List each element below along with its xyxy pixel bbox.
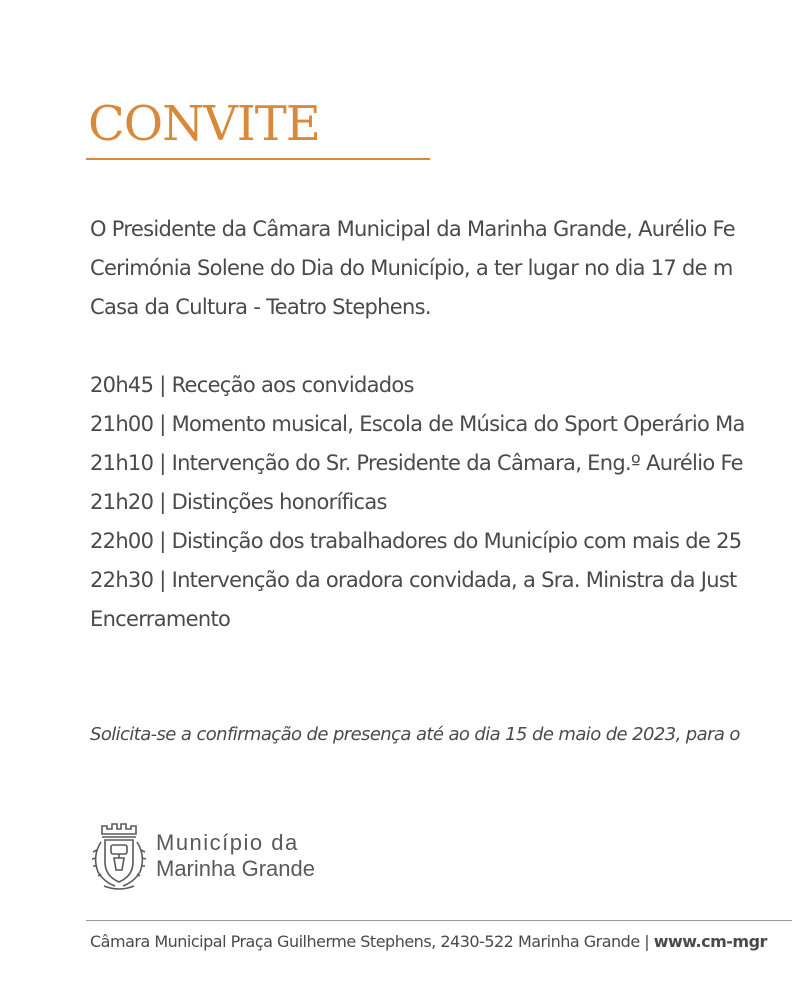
program-item: 22h00 | Distinção dos trabalhadores do Município com mais de 25	[90, 529, 742, 553]
intro-line: Casa da Cultura - Teatro Stephens.	[90, 295, 431, 319]
program-item: 20h45 | Receção aos convidados	[90, 373, 414, 397]
logo-line-2: Marinha Grande	[156, 856, 315, 881]
program-item: 21h20 | Distinções honoríficas	[90, 490, 387, 514]
title-underline	[86, 158, 430, 160]
page-title: CONVITE	[88, 96, 320, 152]
intro-line: Cerimónia Solene do Dia do Município, a ter lugar no dia 17 de m	[90, 256, 733, 280]
program-item: 21h10 | Intervenção do Sr. Presidente da Câmara, Eng.º Aurélio Fe	[90, 451, 743, 475]
coat-of-arms-icon	[88, 820, 150, 892]
rsvp-note: Solicita-se a confirmação de presença até ao dia 15 de maio de 2023, para o	[90, 724, 740, 745]
footer-address: Câmara Municipal Praça Guilherme Stephens, 2430-522 Marinha Grande |	[90, 932, 654, 951]
municipality-logo	[88, 820, 315, 896]
footer-divider	[86, 920, 792, 921]
program-list	[90, 366, 745, 639]
logo-line-1: Município da	[156, 830, 299, 855]
program-item: Encerramento	[90, 607, 231, 631]
program-item: 22h30 | Intervenção da oradora convidada, a Sra. Ministra da Just	[90, 568, 737, 592]
program-item: 21h00 | Momento musical, Escola de Música do Sport Operário Ma	[90, 412, 745, 436]
logo-wordmark	[156, 830, 315, 882]
footer-website-link[interactable]: www.cm-mgr	[653, 932, 767, 951]
intro-line: O Presidente da Câmara Municipal da Marinha Grande, Aurélio Fe	[90, 217, 735, 241]
intro-paragraph	[90, 210, 735, 327]
footer	[90, 932, 767, 951]
